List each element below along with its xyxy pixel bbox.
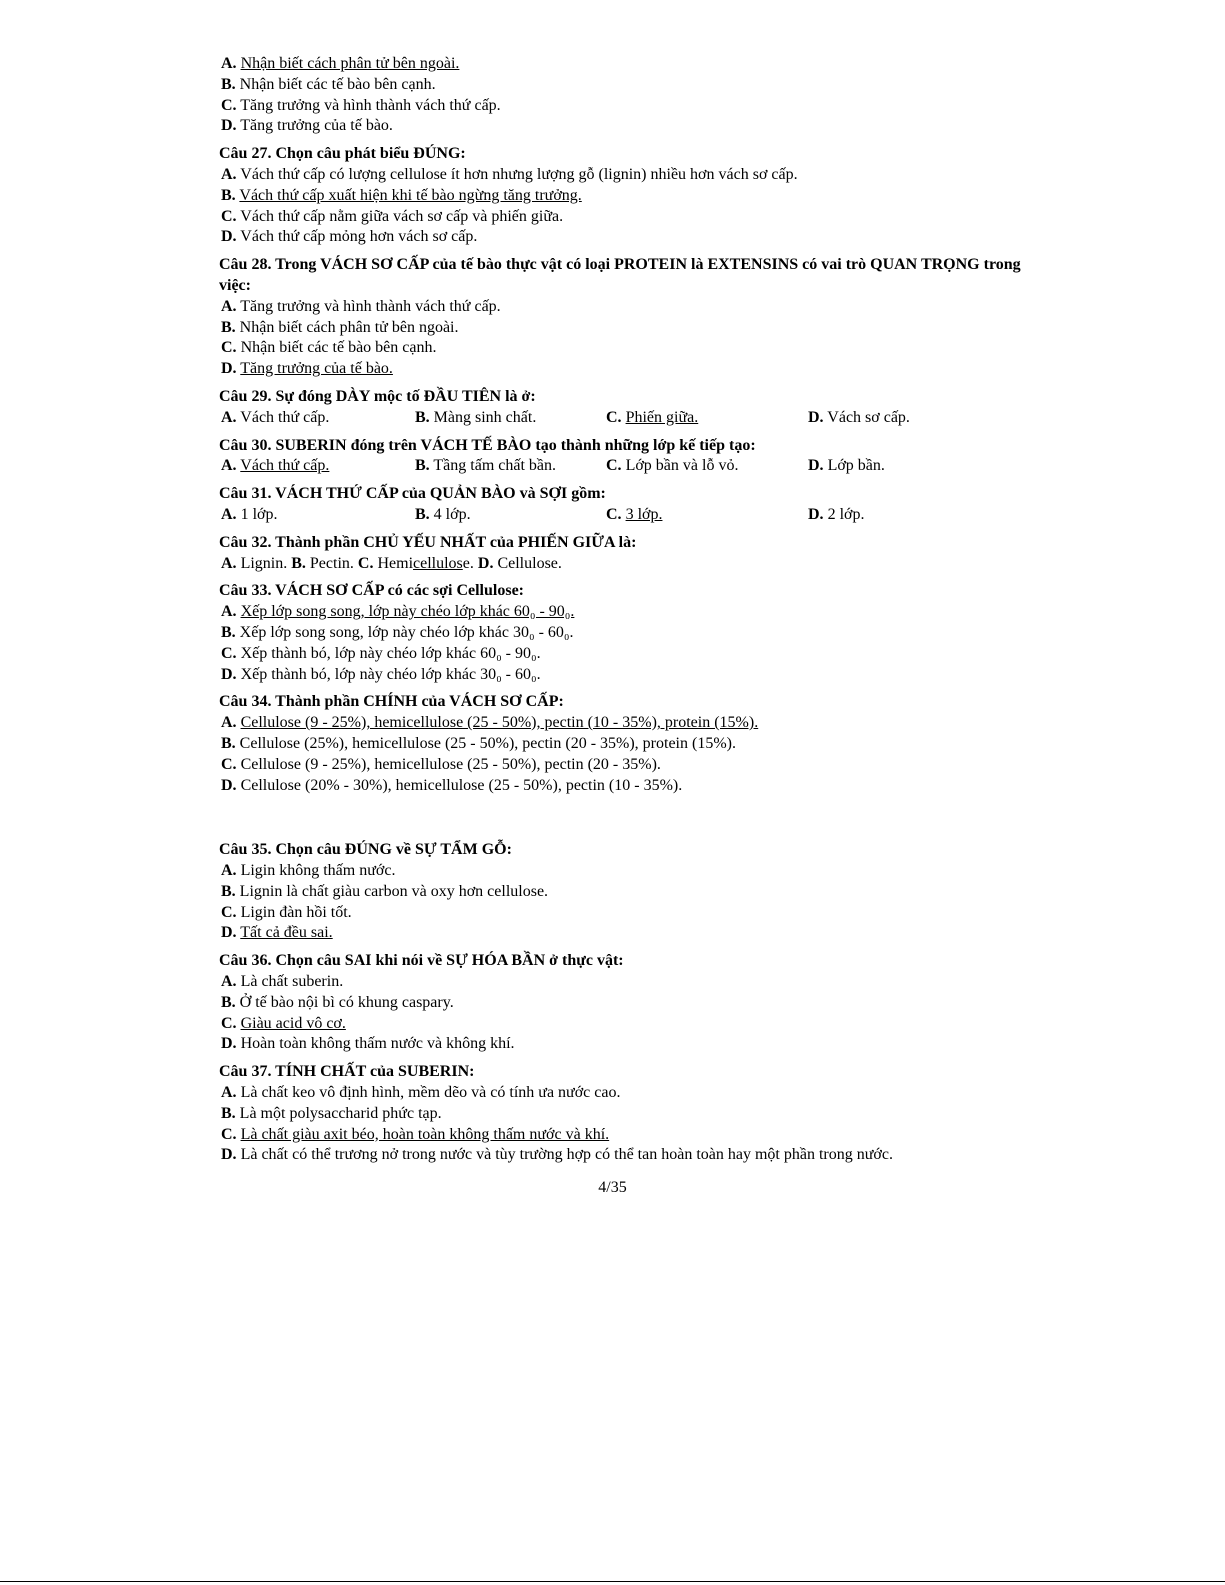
option-row	[219, 505, 1039, 526]
option-b: B. Tầng tấm chất bần.	[415, 457, 557, 475]
page-number: 4/35	[598, 1179, 627, 1196]
option-row: A. Lignin. B. Pectin. C. Hemicellulose. D. Cellulose.	[221, 554, 562, 572]
option-a: A. Ligin không thấm nước.	[221, 862, 396, 880]
option-row	[219, 408, 1039, 429]
option-b: B. Cellulose (25%), hemicellulose (25 - 50%), pectin (20 - 35%), protein (15%).	[221, 734, 736, 752]
option-c: C. Tăng trưởng và hình thành vách thứ cấp.	[221, 96, 501, 114]
option-b: B. Là một polysaccharid phức tạp.	[221, 1104, 442, 1122]
question-30	[219, 436, 1039, 478]
option-c: C. Ligin đàn hồi tốt.	[221, 903, 352, 921]
option-b: B. 4 lớp.	[415, 505, 471, 523]
correct-answer: Vách thứ cấp.	[240, 457, 330, 475]
correct-answer: Tất cả đều sai.	[240, 924, 333, 942]
option-c: C. Nhận biết các tế bào bên cạnh.	[221, 339, 437, 357]
option-a: A. Là chất suberin.	[221, 973, 344, 991]
option-c: C. Giàu acid vô cơ.	[221, 1014, 346, 1032]
option-b: B. Nhận biết cách phân tử bên ngoài.	[221, 318, 459, 336]
option-b: B. Màng sinh chất.	[415, 408, 537, 426]
question-title: Câu 29. Sự đóng DÀY mộc tố ĐẦU TIÊN là ở:	[219, 387, 536, 405]
option-d: D. Tăng trưởng của tế bào.	[221, 117, 393, 135]
question-title: Câu 32. Thành phần CHỦ YẾU NHẤT của PHIẾN GIỮA là:	[219, 533, 637, 551]
option-d: D. Vách thứ cấp mỏng hơn vách sơ cấp.	[221, 228, 478, 246]
question-title: Câu 35. Chọn câu ĐÚNG về SỰ TẨM GỖ:	[219, 841, 512, 859]
option-c: C. Là chất giàu axit béo, hoàn toàn không thấm nước và khí.	[221, 1125, 610, 1143]
question-31	[219, 484, 1039, 526]
question-34	[219, 692, 1039, 796]
correct-answer: Tăng trưởng của tế bào.	[240, 360, 393, 378]
option-c: C. Xếp thành bó, lớp này chéo lớp khác 60₀ - 90₀.	[221, 644, 541, 662]
question-title: Câu 33. VÁCH SƠ CẤP có các sợi Cellulose:	[219, 582, 524, 600]
option-d: D. Hoàn toàn không thấm nước và không khí.	[221, 1035, 515, 1053]
option-c: C. Vách thứ cấp nằm giữa vách sơ cấp và phiến giữa.	[221, 207, 564, 225]
question-35	[219, 840, 1039, 944]
spacer	[219, 796, 1039, 833]
correct-answer: cellulos	[413, 554, 463, 572]
option-d: D. Xếp thành bó, lớp này chéo lớp khác 30₀ - 60₀.	[221, 665, 541, 683]
option-b: B. Lignin là chất giàu carbon và oxy hơn cellulose.	[221, 882, 549, 900]
question-title: Câu 31. VÁCH THỨ CẤP của QUẢN BÀO và SỢI gồm:	[219, 485, 606, 503]
option-d: D. 2 lớp.	[808, 505, 865, 523]
option-c: C. Lớp bần và lỗ vỏ.	[606, 457, 739, 475]
correct-answer: Nhận biết cách phân tử bên ngoài.	[240, 55, 460, 72]
question-title: Câu 30. SUBERIN đóng trên VÁCH TẾ BÀO tạo thành những lớp kế tiếp tạo:	[219, 436, 756, 454]
option-d: D. Vách sơ cấp.	[808, 408, 910, 426]
question-28	[219, 255, 1039, 380]
question-32	[219, 533, 1039, 575]
option-a: A. Xếp lớp song song, lớp này chéo lớp khác 60₀ - 90₀.	[221, 603, 575, 621]
option-c: C. Cellulose (9 - 25%), hemicellulose (25 - 50%), pectin (20 - 35%).	[221, 755, 661, 773]
option-a: A. Tăng trưởng và hình thành vách thứ cấp.	[221, 297, 501, 315]
option-d: D. Lớp bần.	[808, 457, 885, 475]
option-b: B. Xếp lớp song song, lớp này chéo lớp khác 30₀ - 60₀.	[221, 623, 574, 641]
question-title: Câu 37. TÍNH CHẤT của SUBERIN:	[219, 1063, 475, 1081]
question-title: Câu 34. Thành phần CHÍNH của VÁCH SƠ CẤP:	[219, 693, 564, 711]
option-a: A. Vách thứ cấp có lượng cellulose ít hơn nhưng lượng gỗ (lignin) nhiều hơn vách sơ cấp.	[221, 165, 798, 183]
option-d: D. Cellulose (20% - 30%), hemicellulose (25 - 50%), pectin (10 - 35%).	[221, 776, 683, 794]
option-b: B. Ở tế bào nội bì có khung caspary.	[221, 993, 454, 1011]
option-a: A. Cellulose (9 - 25%), hemicellulose (25 - 50%), pectin (10 - 35%), protein (15%).	[221, 714, 759, 732]
correct-answer: Vách thứ cấp xuất hiện khi tế bào ngừng tăng trưởng.	[239, 186, 582, 204]
correct-answer: Là chất giàu axit béo, hoàn toàn không thấm nước và khí.	[240, 1125, 610, 1143]
option-b: B. Nhận biết các tế bào bên cạnh.	[221, 75, 436, 93]
question-title: Câu 36. Chọn câu SAI khi nói về SỰ HÓA BẦN ở thực vật:	[219, 952, 624, 970]
option-a: A. Nhận biết cách phân tử bên ngoài.	[221, 55, 460, 72]
option-d: D. Là chất có thể trương nở trong nước và tùy trường hợp có thể tan hoàn toàn hay một phần trong nước.	[221, 1146, 893, 1164]
option-a: A. 1 lớp.	[221, 505, 278, 523]
question-36	[219, 951, 1039, 1055]
page-bottom-edge	[0, 1581, 1225, 1582]
question-27	[219, 144, 1039, 248]
question-37	[219, 1062, 1039, 1166]
correct-answer: Giàu acid vô cơ.	[240, 1014, 346, 1032]
question-33	[219, 581, 1039, 685]
option-b: B. Vách thứ cấp xuất hiện khi tế bào ngừng tăng trưởng.	[221, 186, 582, 204]
question-29	[219, 387, 1039, 429]
question-list	[219, 54, 1039, 1166]
option-a: A. Là chất keo vô định hình, mềm dẽo và có tính ưa nước cao.	[221, 1084, 621, 1102]
option-c: C. Phiến giữa.	[606, 408, 699, 426]
option-row	[219, 456, 1039, 477]
question-26-options	[219, 54, 1039, 137]
option-a: A. Vách thứ cấp.	[221, 408, 330, 426]
option-c: C. 3 lớp.	[606, 505, 663, 523]
correct-answer: Phiến giữa.	[625, 408, 699, 426]
option-d: D. Tất cả đều sai.	[221, 924, 333, 942]
correct-answer: 3 lớp.	[625, 505, 663, 523]
correct-answer: Cellulose (9 - 25%), hemicellulose (25 - 50%), pectin (10 - 35%), protein (15%).	[240, 714, 759, 732]
correct-answer: Xếp lớp song song, lớp này chéo lớp khác 60₀ - 90₀.	[240, 603, 575, 621]
question-title: Câu 28. Trong VÁCH SƠ CẤP của tế bào thực vật có loại PROTEIN là EXTENSINS có vai trò QUAN TRỌNG trong việc:	[219, 256, 1021, 294]
question-title: Câu 27. Chọn câu phát biểu ĐÚNG:	[219, 145, 466, 163]
option-d: D. Tăng trưởng của tế bào.	[221, 360, 393, 378]
option-a: A. Vách thứ cấp.	[221, 457, 330, 475]
